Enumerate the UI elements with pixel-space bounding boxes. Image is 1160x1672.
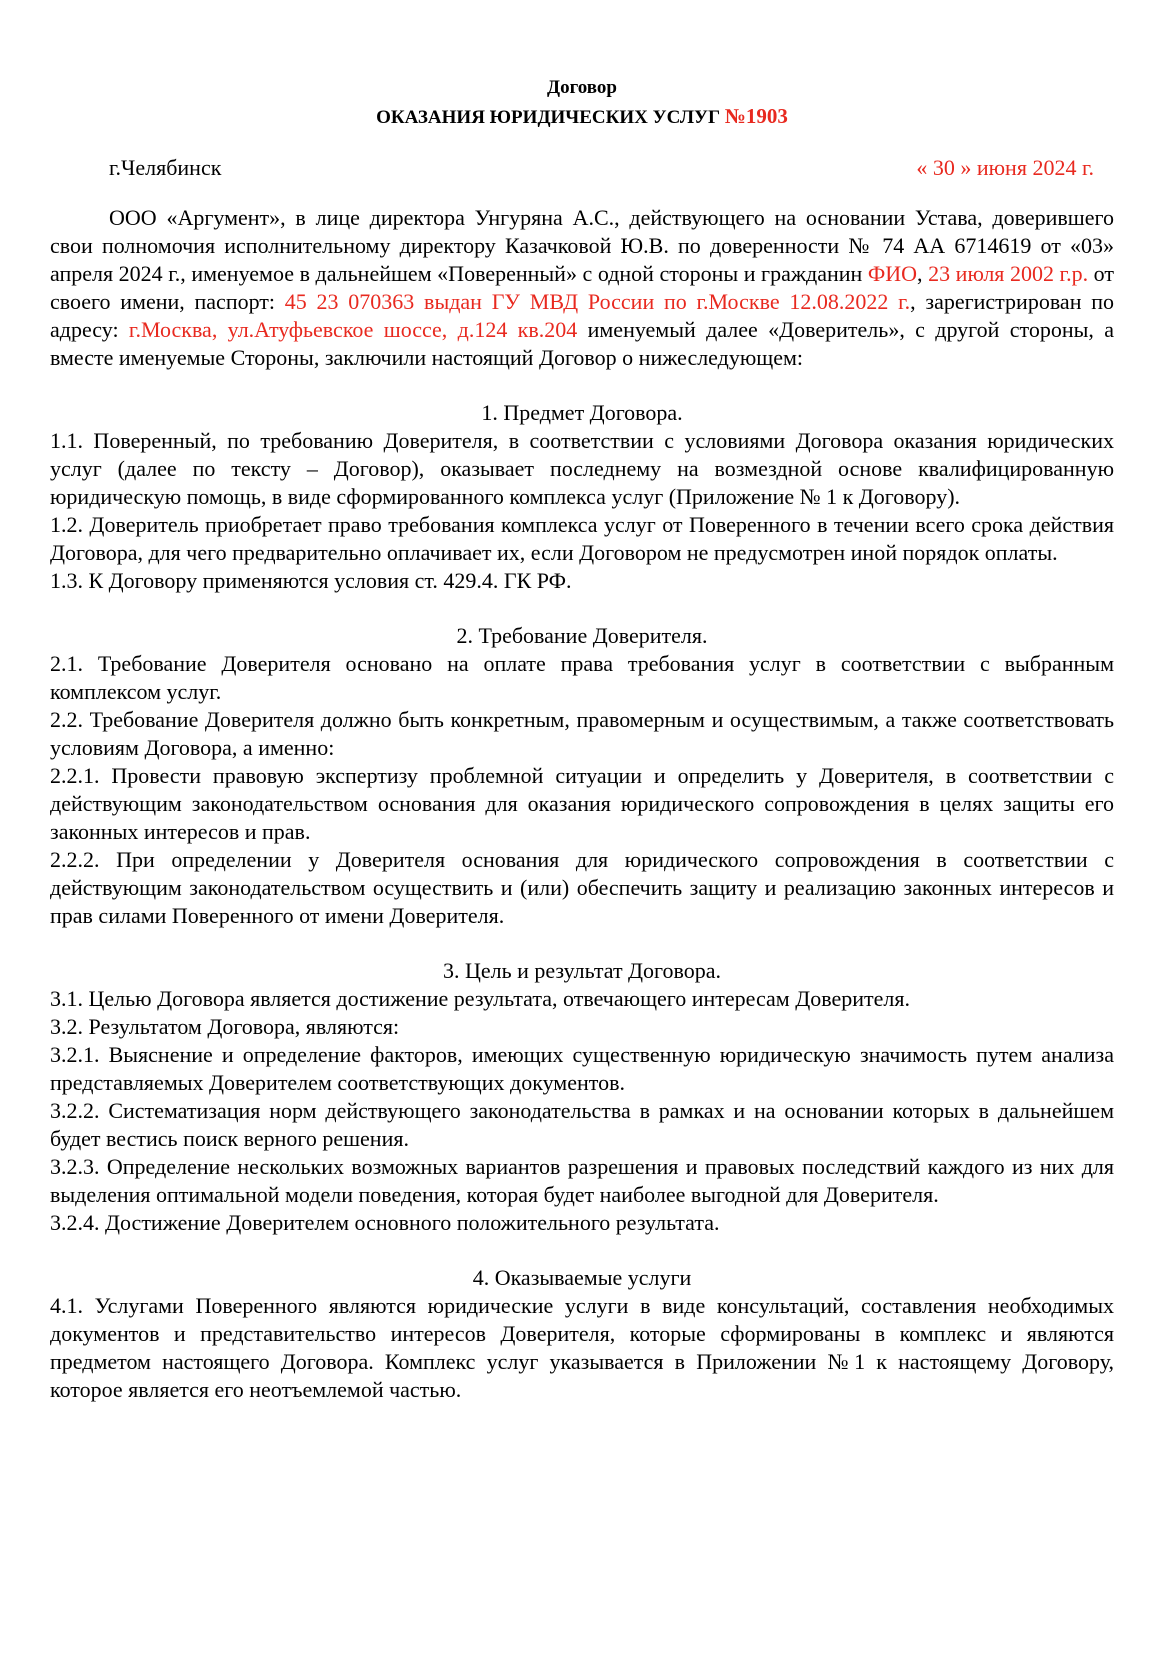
document-subtitle xyxy=(50,102,1114,132)
preamble-text-5: именуемый далее «Доверитель», с другой стороны, а вместе именуемые Стороны, заключили настоящий Договор о нижеследующем: xyxy=(50,317,1114,370)
section-3 xyxy=(50,957,1114,1237)
preamble-text-1: ООО «Аргумент», в лице директора Унгуряна А.С., действующего на основании Устава, доверившего свои полномочия исполнительному директору Казачковой Ю.В. по доверенности № 74 АА 6714619 от «03» апреля 2024 г., именуемое в дальнейшем «Поверенный» с одной стороны и гражданин xyxy=(50,205,1114,286)
clause: 1.1. Поверенный, по требованию Доверителя, в соответствии с условиями Договора оказания юридических услуг (далее по тексту – Договор), оказывает последнему на возмездной основе квалифицированную юридическую помощь, в виде сформированного комплекса услуг (Приложение № 1 к Договору). xyxy=(50,428,1114,509)
clause: 3.2.1. Выяснение и определение факторов, имеющих существенную юридическую значимость путем анализа представляемых Доверителем соответствующих документов. xyxy=(50,1042,1114,1095)
clause: 3.2. Результатом Договора, являются: xyxy=(50,1014,400,1039)
clause: 2.2.2. При определении у Доверителя основания для юридического сопровождения в соответствии с действующим законодательством осуществить и (или) обеспечить защиту и реализацию законных интересов и прав силами Поверенного от имени Доверителя. xyxy=(50,847,1114,928)
clause: 3.2.4. Достижение Доверителем основного положительного результата. xyxy=(50,1210,720,1235)
preamble-text-3: от своего имени, паспорт: xyxy=(50,261,1114,314)
clause: 3.2.2. Систематизация норм действующего законодательства в рамках и на основании которых в дальнейшем будет вестись поиск верного решения. xyxy=(50,1098,1114,1151)
preamble xyxy=(50,204,1114,372)
clause: 2.1. Требование Доверителя основано на оплате права требования услуг в соответствии с выбранным комплексом услуг. xyxy=(50,651,1114,704)
preamble-text-2: , xyxy=(917,261,929,286)
client-address: г.Москва, ул.Атуфьевское шоссе, д.124 кв.204 xyxy=(128,317,578,342)
clause: 2.2. Требование Доверителя должно быть конкретным, правомерным и осуществимым, а также соответствовать условиям Договора, а именно: xyxy=(50,707,1114,760)
clause: 1.3. К Договору применяются условия ст. 429.4. ГК РФ. xyxy=(50,568,572,593)
preamble-text-4: , зарегистрирован по адресу: xyxy=(50,289,1114,342)
clause: 1.2. Доверитель приобретает право требования комплекса услуг от Поверенного в течении всего срока действия Договора, для чего предварительно оплачивает их, если Договором не предусмотрен иной порядок оплаты. xyxy=(50,512,1114,565)
section-title: 2. Требование Доверителя. xyxy=(456,623,708,648)
clause: 3.2.3. Определение нескольких возможных вариантов разрешения и правовых последствий каждого из них для выделения оптимальной модели поведения, которая будет наиболее выгодной для Доверителя. xyxy=(50,1154,1114,1207)
contract-date: « 30 » июня 2024 г. xyxy=(916,155,1094,180)
section-1 xyxy=(50,399,1114,595)
section-title: 4. Оказываемые услуги xyxy=(472,1265,692,1290)
city: г.Челябинск xyxy=(109,155,222,180)
city-date-line xyxy=(50,154,1114,182)
section-title: 3. Цель и результат Договора. xyxy=(442,958,722,983)
client-name: ФИО xyxy=(867,261,918,286)
client-passport: 45 23 070363 выдан ГУ МВД России по г.Москве 12.08.2022 г. xyxy=(284,289,911,314)
client-birthdate: 23 июля 2002 г.р. xyxy=(928,261,1089,286)
section-title: 1. Предмет Договора. xyxy=(481,400,683,425)
title-line-1: Договор xyxy=(547,77,617,98)
title-line-2: ОКАЗАНИЯ ЮРИДИЧЕСКИХ УСЛУГ xyxy=(376,107,725,128)
clause: 2.2.1. Провести правовую экспертизу проблемной ситуации и определить у Доверителя, в соответствии с действующим законодательством основания для оказания юридического сопровождения в целях защиты его законных интересов и прав. xyxy=(50,763,1114,844)
section-2 xyxy=(50,622,1114,930)
section-4 xyxy=(50,1264,1114,1404)
document-title xyxy=(50,74,1114,102)
clause: 4.1. Услугами Поверенного являются юридические услуги в виде консультаций, составления необходимых документов и представительство интересов Доверителя, которые сформированы в комплекс и являются предметом настоящего Договора. Комплекс услуг указывается в Приложении №1 к настоящему Договору, которое является его неотъемлемой частью. xyxy=(50,1293,1114,1402)
contract-number: №1903 xyxy=(724,104,788,128)
clause: 3.1. Целью Договора является достижение результата, отвечающего интересам Доверителя. xyxy=(50,986,910,1011)
